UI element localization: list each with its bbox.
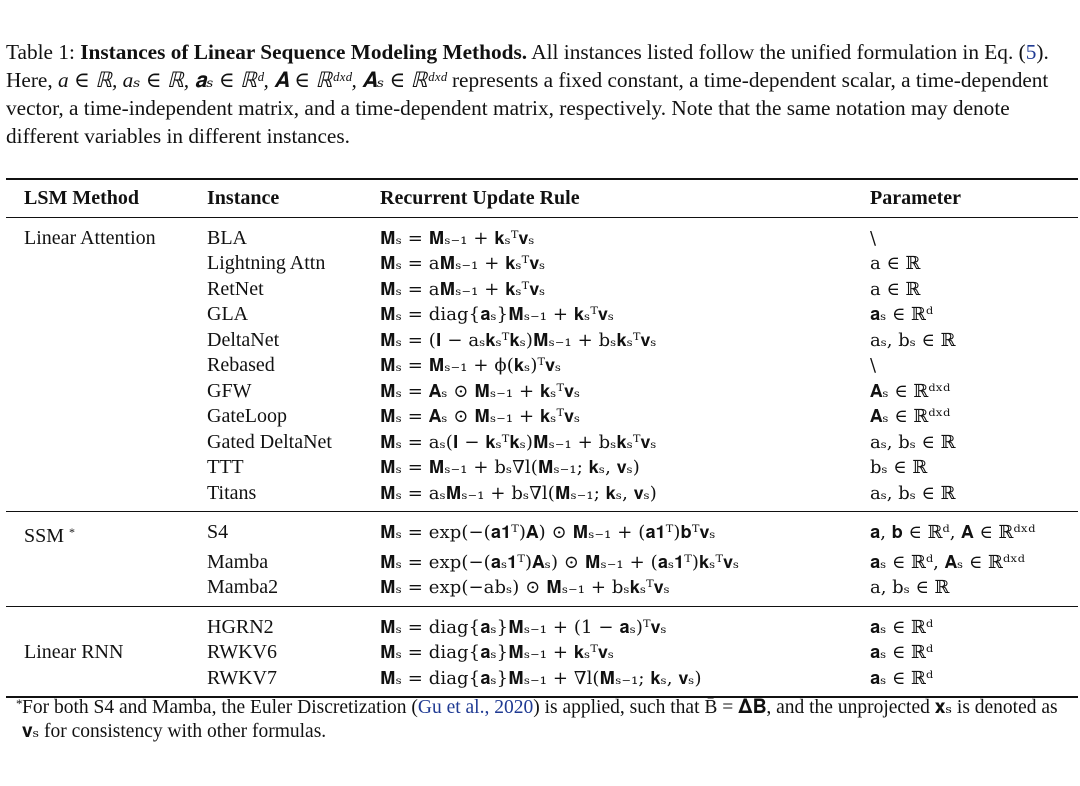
cell-lsm-method <box>6 277 207 303</box>
cell-update-rule: 𝐌ₛ = 𝐀ₛ ⊙ 𝐌ₛ₋₁ + 𝐤ₛᵀ𝐯ₛ <box>380 380 581 402</box>
caption-text-3: represents a fixed constant, a time-dependent scalar, a time-dependent vector, a time-independent matrix, and a time-dependent matrix, respectively. Note that the same notation may denote different variables in different instances. <box>6 68 1049 148</box>
caption-label: Table 1: <box>6 40 75 64</box>
cell-lsm-method <box>6 666 207 698</box>
table-row <box>6 455 1078 481</box>
cell-lsm-method <box>6 353 207 379</box>
table-row <box>6 277 1078 303</box>
cell-update-rule: 𝐌ₛ = a𝐌ₛ₋₁ + 𝐤ₛᵀ𝐯ₛ <box>380 278 546 300</box>
header-parameter: Parameter <box>870 179 1078 217</box>
cell-instance: Titans <box>207 481 257 504</box>
cell-lsm-method <box>6 217 207 251</box>
header-update-rule: Recurrent Update Rule <box>380 179 870 217</box>
cell-parameter: 𝐀ₛ ∈ ℝᵈˣᵈ <box>870 406 951 427</box>
cell-lsm-method <box>6 379 207 405</box>
caption-text-1: All instances listed follow the unified formulation in Eq. ( <box>531 40 1026 64</box>
cell-lsm-method <box>6 606 207 640</box>
header-instance: Instance <box>207 179 380 217</box>
table-row <box>6 550 1078 576</box>
cell-instance: GateLoop <box>207 405 287 427</box>
cell-instance: Mamba2 <box>207 576 279 598</box>
cell-update-rule: 𝐌ₛ = exp(−(𝐚ₛ𝟏ᵀ)𝐀ₛ) ⊙ 𝐌ₛ₋₁ + (𝐚ₛ𝟏ᵀ)𝐤ₛᵀ𝐯ₛ <box>380 551 740 573</box>
cell-update-rule: 𝐌ₛ = 𝐀ₛ ⊙ 𝐌ₛ₋₁ + 𝐤ₛᵀ𝐯ₛ <box>380 406 581 427</box>
table-row <box>6 606 1078 640</box>
table-row <box>6 481 1078 512</box>
caption-title: Instances of Linear Sequence Modeling Methods. <box>80 40 528 64</box>
cell-parameter: 𝐚ₛ ∈ ℝᵈ <box>870 666 1078 698</box>
cell-parameter: aₛ, bₛ ∈ ℝ <box>870 329 956 351</box>
cell-lsm-method <box>6 481 207 512</box>
cell-update-rule: 𝐌ₛ = 𝐌ₛ₋₁ + bₛ∇l(𝐌ₛ₋₁; 𝐤ₛ, 𝐯ₛ) <box>380 457 640 478</box>
cell-parameter: 𝐀ₛ ∈ ℝᵈˣᵈ <box>870 380 951 402</box>
group-linear-rnn <box>6 606 1078 697</box>
cell-lsm-method <box>6 640 207 666</box>
cell-parameter: 𝐚ₛ ∈ ℝᵈ <box>870 606 1078 640</box>
cell-update-rule: 𝐌ₛ = diag{𝐚ₛ}𝐌ₛ₋₁ + 𝐤ₛᵀ𝐯ₛ <box>380 642 615 663</box>
cell-lsm-method <box>6 550 207 576</box>
cell-instance: RWKV7 <box>207 666 380 698</box>
cell-lsm-method <box>6 328 207 354</box>
cell-update-rule: 𝐌ₛ = diag{𝐚ₛ}𝐌ₛ₋₁ + ∇l(𝐌ₛ₋₁; 𝐤ₛ, 𝐯ₛ) <box>380 666 870 698</box>
cell-instance: DeltaNet <box>207 328 280 351</box>
cell-instance: GLA <box>207 303 249 325</box>
method-label: SSM <box>24 525 65 547</box>
footnote-mark: * <box>69 525 76 539</box>
cell-instance: Rebased <box>207 354 275 376</box>
cell-instance: Gated DeltaNet <box>207 430 332 453</box>
cell-update-rule: 𝐌ₛ = a𝐌ₛ₋₁ + 𝐤ₛᵀ𝐯ₛ <box>380 253 546 274</box>
table-caption <box>6 38 1074 150</box>
cell-lsm-method <box>6 512 207 550</box>
cell-parameter: \ <box>870 355 877 376</box>
cell-update-rule: 𝐌ₛ = diag{𝐚ₛ}𝐌ₛ₋₁ + (1 − 𝐚ₛ)ᵀ𝐯ₛ <box>380 606 870 640</box>
table-footnote <box>16 696 1078 744</box>
cell-lsm-method <box>6 404 207 430</box>
table-row <box>6 575 1078 606</box>
table-row <box>6 404 1078 430</box>
caption-notation: a ∈ ℝ, aₛ ∈ ℝ, 𝐚ₛ ∈ ℝᵈ, 𝐀 ∈ ℝᵈˣᵈ, 𝐀ₛ ∈ ℝᵈˣᵈ <box>58 68 447 92</box>
cell-parameter: aₛ, bₛ ∈ ℝ <box>870 431 956 453</box>
cell-update-rule: 𝐌ₛ = exp(−abₛ) ⊙ 𝐌ₛ₋₁ + bₛ𝐤ₛᵀ𝐯ₛ <box>380 577 670 598</box>
equation-reference-link[interactable]: 5 <box>1025 40 1037 64</box>
table-header-row <box>6 179 1078 217</box>
footnote-text-2: ) is applied, such that B̄ = 𝚫𝐁, and the unprojected 𝐱ₛ is denoted as 𝐯ₛ for consistency with other formulas. <box>22 697 1058 742</box>
cell-lsm-method <box>6 302 207 328</box>
cell-parameter: 𝐚, 𝐛 ∈ ℝᵈ, 𝐀 ∈ ℝᵈˣᵈ <box>870 512 1078 550</box>
table-row <box>6 666 1078 698</box>
cell-lsm-method <box>6 430 207 456</box>
cell-parameter: bₛ ∈ ℝ <box>870 457 928 478</box>
cell-update-rule: 𝐌ₛ = aₛ(𝐈 − 𝐤ₛᵀ𝐤ₛ)𝐌ₛ₋₁ + bₛ𝐤ₛᵀ𝐯ₛ <box>380 431 657 453</box>
cell-parameter: a, bₛ ∈ ℝ <box>870 577 950 598</box>
table-row <box>6 430 1078 456</box>
cell-parameter: 𝐚ₛ ∈ ℝᵈ, 𝐀ₛ ∈ ℝᵈˣᵈ <box>870 551 1025 573</box>
cell-lsm-method <box>6 251 207 277</box>
footnote-text-1: For both S4 and Mamba, the Euler Discretization ( <box>22 697 418 718</box>
cell-instance: RWKV6 <box>207 641 277 663</box>
lsm-methods-table <box>6 178 1078 698</box>
method-label: Linear RNN <box>24 641 124 663</box>
cell-instance: RetNet <box>207 277 264 300</box>
table-row <box>6 379 1078 405</box>
cell-parameter: a ∈ ℝ <box>870 253 921 274</box>
cell-parameter: \ <box>870 227 877 249</box>
cell-instance: BLA <box>207 226 247 249</box>
cell-parameter: a ∈ ℝ <box>870 278 921 300</box>
cell-update-rule: 𝐌ₛ = 𝐌ₛ₋₁ + ϕ(𝐤ₛ)ᵀ𝐯ₛ <box>380 355 562 376</box>
cell-instance: Mamba <box>207 550 269 573</box>
citation-link[interactable]: Gu et al., 2020 <box>417 697 534 718</box>
cell-parameter: 𝐚ₛ ∈ ℝᵈ <box>870 642 934 663</box>
table-row <box>6 640 1078 666</box>
method-label: Linear Attention <box>24 226 156 249</box>
cell-update-rule: 𝐌ₛ = aₛ𝐌ₛ₋₁ + bₛ∇l(𝐌ₛ₋₁; 𝐤ₛ, 𝐯ₛ) <box>380 482 657 504</box>
cell-update-rule: 𝐌ₛ = exp(−(𝐚𝟏ᵀ)𝐀) ⊙ 𝐌ₛ₋₁ + (𝐚𝟏ᵀ)𝐛ᵀ𝐯ₛ <box>380 512 870 550</box>
cell-lsm-method <box>6 575 207 606</box>
cell-instance: Lightning Attn <box>207 252 326 274</box>
cell-instance: GFW <box>207 379 252 402</box>
cell-lsm-method <box>6 455 207 481</box>
table-row <box>6 217 1078 251</box>
cell-instance: S4 <box>207 512 380 550</box>
caption-text-2: ). Here, <box>6 40 1049 92</box>
cell-instance: HGRN2 <box>207 606 380 640</box>
cell-update-rule: 𝐌ₛ = (𝐈 − aₛ𝐤ₛᵀ𝐤ₛ)𝐌ₛ₋₁ + bₛ𝐤ₛᵀ𝐯ₛ <box>380 329 657 351</box>
table-row <box>6 328 1078 354</box>
cell-instance: TTT <box>207 456 244 478</box>
cell-parameter: 𝐚ₛ ∈ ℝᵈ <box>870 304 934 325</box>
group-ssm <box>6 512 1078 607</box>
cell-update-rule: 𝐌ₛ = 𝐌ₛ₋₁ + 𝐤ₛᵀ𝐯ₛ <box>380 227 535 249</box>
header-lsm-method: LSM Method <box>6 179 207 217</box>
table-row <box>6 353 1078 379</box>
footnote-mark: * <box>16 696 23 711</box>
cell-update-rule: 𝐌ₛ = diag{𝐚ₛ}𝐌ₛ₋₁ + 𝐤ₛᵀ𝐯ₛ <box>380 304 615 325</box>
table-row <box>6 512 1078 550</box>
table-row <box>6 302 1078 328</box>
cell-parameter: aₛ, bₛ ∈ ℝ <box>870 482 956 504</box>
group-linear-attention <box>6 217 1078 512</box>
table-row <box>6 251 1078 277</box>
